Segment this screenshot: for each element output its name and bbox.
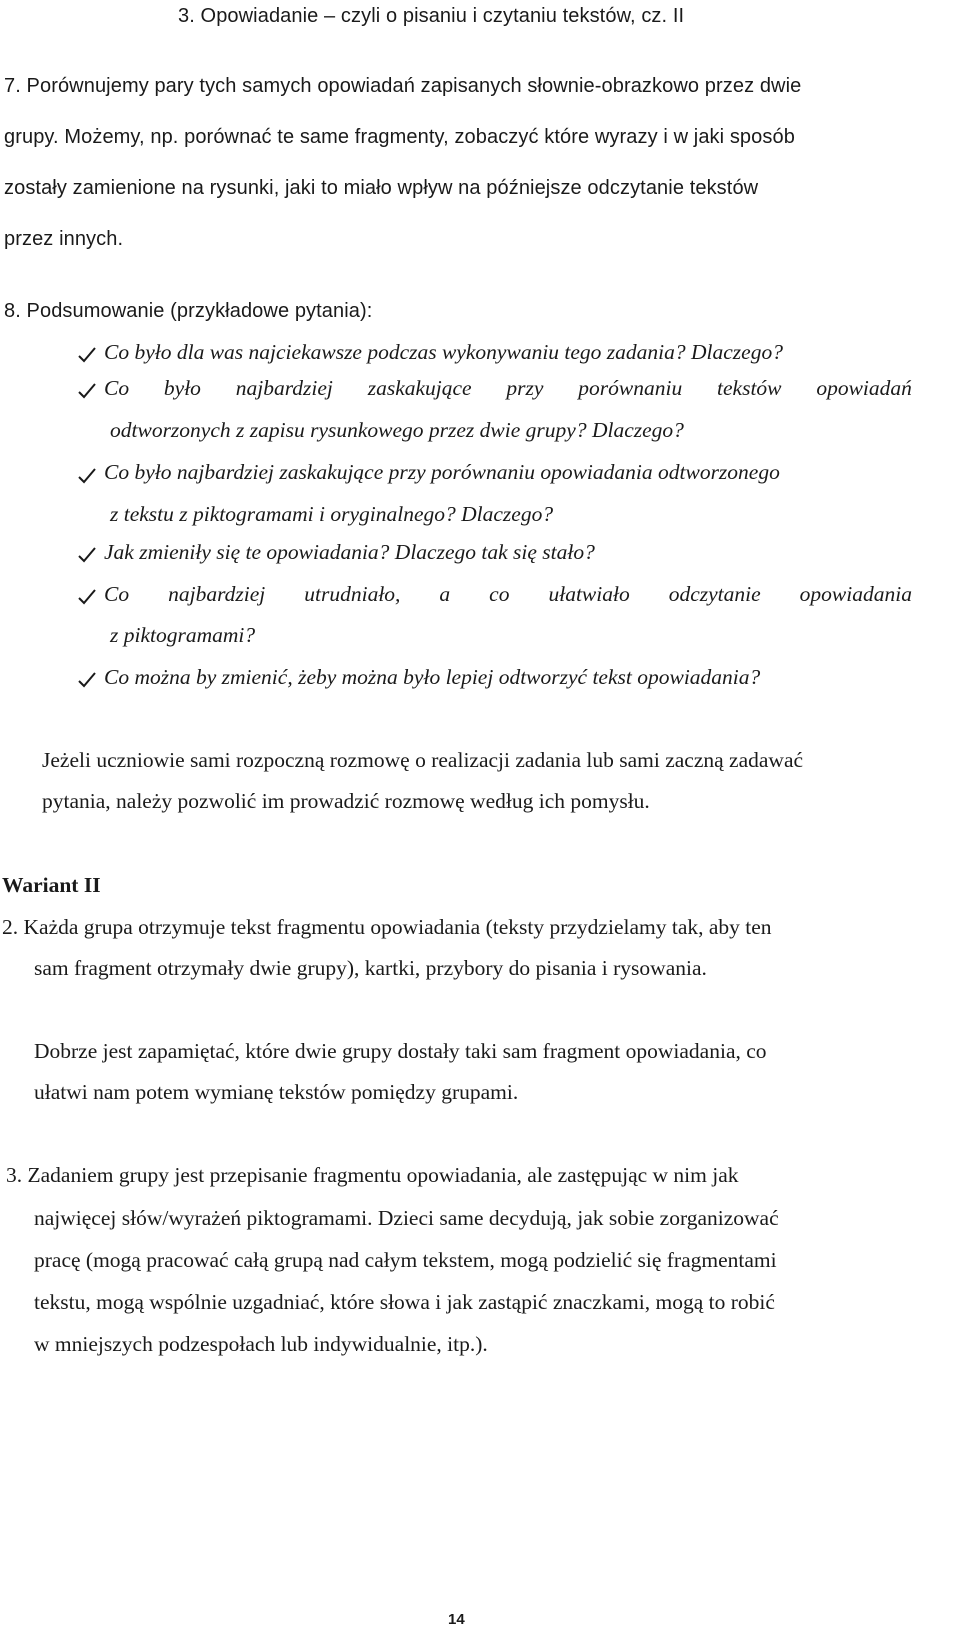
- question-4: Jak zmieniły się te opowiadania? Dlaczego tak się stało?: [104, 540, 595, 564]
- word: utrudniało,: [304, 582, 401, 606]
- variant-tip-line1: Dobrze jest zapamiętać, które dwie grupy dostały taki sam fragment opowiadania, co: [34, 1039, 767, 1063]
- section7-line1: 7. Porównujemy pary tych samych opowiadań zapisanych słownie-obrazkowo przez dwie: [4, 75, 802, 97]
- checkmark-icon: [77, 466, 97, 486]
- page-number: 14: [448, 1611, 465, 1628]
- note-line1: Jeżeli uczniowie sami rozpoczną rozmowę o realizacji zadania lub sami zaczną zadawać: [42, 748, 804, 772]
- question-6: Co można by zmienić, żeby można było lepiej odtworzyć tekst opowiadania?: [104, 665, 761, 689]
- word: najbardziej: [168, 582, 266, 606]
- section7-line4: przez innych.: [4, 228, 124, 250]
- section8-heading: 8. Podsumowanie (przykładowe pytania):: [4, 300, 373, 322]
- question-1: Co było dla was najciekawsze podczas wykonywaniu tego zadania? Dlaczego?: [104, 340, 783, 364]
- checkmark-icon: [77, 587, 97, 607]
- variant-heading: Wariant II: [2, 873, 101, 897]
- variant-tip-line2: ułatwi nam potem wymianę tekstów pomiędzy grupami.: [34, 1080, 519, 1104]
- word: opowiadania: [799, 582, 912, 606]
- word: a: [439, 582, 451, 606]
- document-header: 3. Opowiadanie – czyli o pisaniu i czytaniu tekstów, cz. II: [178, 5, 685, 27]
- checkmark-icon: [77, 345, 97, 365]
- variant-p3-line2: najwięcej słów/wyrażeń piktogramami. Dzieci same decydują, jak sobie zorganizować: [34, 1206, 779, 1230]
- word: było: [163, 376, 201, 400]
- word: zaskakujące: [367, 376, 472, 400]
- variant-p2-line2: sam fragment otrzymały dwie grupy), kartki, przybory do pisania i rysowania.: [34, 956, 707, 980]
- checkmark-icon: [77, 545, 97, 565]
- word: opowiadań: [816, 376, 912, 400]
- checkmark-icon: [77, 381, 97, 401]
- section7-line3: zostały zamienione na rysunki, jaki to miało wpływ na późniejsze odczytanie tekstów: [4, 177, 759, 199]
- word: odczytanie: [668, 582, 761, 606]
- variant-p3-line3: pracę (mogą pracować całą grupą nad całym tekstem, mogą podzielić się fragmentami: [34, 1248, 777, 1272]
- question-2-line2: odtworzonych z zapisu rysunkowego przez dwie grupy? Dlaczego?: [110, 418, 684, 442]
- question-2-line1: [104, 378, 912, 400]
- word: tekstów: [717, 376, 782, 400]
- word: przy: [506, 376, 544, 400]
- word: najbardziej: [235, 376, 333, 400]
- word: porównaniu: [578, 376, 683, 400]
- question-3-line2: z tekstu z piktogramami i oryginalnego? Dlaczego?: [110, 502, 554, 526]
- variant-p2-line1: 2. Każda grupa otrzymuje tekst fragmentu opowiadania (teksty przydzielamy tak, aby ten: [2, 915, 772, 939]
- note-line2: pytania, należy pozwolić im prowadzić rozmowę według ich pomysłu.: [42, 789, 650, 813]
- variant-p3-line1: 3. Zadaniem grupy jest przepisanie fragmentu opowiadania, ale zastępując w nim jak: [6, 1163, 739, 1187]
- word: co: [489, 582, 510, 606]
- word: ułatwiało: [548, 582, 630, 606]
- section7-line2: grupy. Możemy, np. porównać te same fragmenty, zobaczyć które wyrazy i w jaki sposób: [4, 126, 795, 148]
- word: Co: [104, 376, 130, 400]
- checkmark-icon: [77, 670, 97, 690]
- variant-p3-line4: tekstu, mogą wspólnie uzgadniać, które słowa i jak zastąpić znaczkami, mogą to robić: [34, 1290, 775, 1314]
- question-5-line1: [104, 584, 912, 606]
- word: Co: [104, 582, 130, 606]
- variant-p3-line5: w mniejszych podzespołach lub indywidualnie, itp.).: [34, 1332, 488, 1356]
- question-3-line1: Co było najbardziej zaskakujące przy porównaniu opowiadania odtworzonego: [104, 460, 780, 484]
- question-5-line2: z piktogramami?: [110, 623, 256, 647]
